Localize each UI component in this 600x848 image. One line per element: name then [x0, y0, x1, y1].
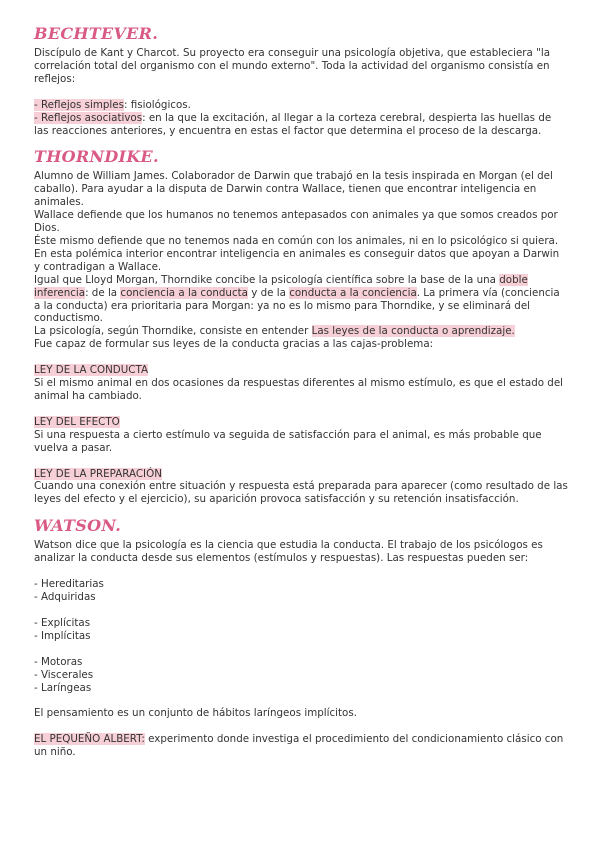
watson-albert: [34, 733, 568, 759]
law-conducta-title: [34, 364, 568, 377]
page-content: [34, 24, 568, 759]
spacer: [34, 137, 568, 147]
bechterev-reflex-simple: [34, 99, 568, 112]
reflex-assoc-label: - Reflejos asociativos: [34, 111, 143, 124]
watson-thought: El pensamiento es un conjunto de hábitos laríngeos implícitos.: [34, 707, 357, 720]
law-preparacion-text: Cuando una conexión entre situación y respuesta está preparada para aparecer (como resultado de las leyes del efecto y el ejercicio), su aparición provoca satisfacción y su retención insatisfacción.: [34, 480, 568, 506]
highlight-leyes-conducta: Las leyes de la conducta o aprendizaje.: [311, 325, 515, 338]
section-title-thorndike: THORNDIKE.: [34, 147, 159, 167]
list-item: - Laríngeas: [34, 681, 92, 694]
law-conducta-label: LEY DE LA CONDUCTA: [34, 364, 148, 377]
spacer: [34, 604, 568, 617]
thorndike-p7: Fue capaz de formular sus leyes de la conducta gracias a las cajas-problema:: [34, 338, 434, 351]
reflex-assoc-text: : en la que la excitación, al llegar a la corteza cerebral, despierta las huellas de las reacciones anteriores, y encuentra en estas el factor que determina el proceso de la descarga.: [34, 111, 552, 137]
thorndike-p6: [34, 325, 568, 338]
law-preparacion-label: LEY DE LA PREPARACIÓN: [34, 467, 162, 480]
section-title-watson: WATSON.: [34, 516, 122, 536]
spacer: [34, 351, 568, 364]
spacer: [34, 643, 568, 656]
albert-label: EL PEQUEÑO ALBERT:: [34, 733, 145, 746]
bechterev-intro: Discípulo de Kant y Charcot. Su proyecto era conseguir una psicología objetiva, que estableciera "la correlación total del organismo con el mundo externo". Toda la actividad del organismo consistía en reflejos:: [34, 47, 551, 85]
thorndike-p1: Alumno de William James. Colaborador de Darwin que trabajó en la tesis inspirada en Morgan (el del caballo). Para ayudar a la disputa de Darwin contra Wallace, tienen que encontrar inteligencia en animales.: [34, 170, 553, 209]
list-item: - Implícitas: [34, 629, 91, 642]
law-conducta-text: Si el mismo animal en dos ocasiones da respuestas diferentes al mismo estímulo, es que el estado del animal ha cambiado.: [34, 377, 564, 402]
p5-text-d: . La primera vía (conciencia a la conducta) era prioritaria para Morgan: ya no es lo mismo para Thorndike, y se eliminará del conductismo.: [34, 286, 560, 325]
reflex-simple-label: - Reflejos simples: [34, 98, 124, 111]
spacer: [34, 403, 568, 416]
thorndike-p3: Éste mismo defiende que no tenemos nada en común con los animales, ni en lo psicológico si quiera.: [34, 234, 559, 247]
law-preparacion-title: [34, 468, 568, 481]
spacer: [34, 86, 568, 99]
law-efecto-text: Si una respuesta a cierto estímulo va seguida de satisfacción para el animal, es más probable que vuelva a pasar.: [34, 428, 542, 454]
watson-intro: Watson dice que la psicología es la ciencia que estudia la conducta. El trabajo de los psicólogos es analizar la conducta desde sus elementos (estímulos y respuestas). Las respuestas pueden ser:: [34, 539, 543, 565]
list-item: - Explícitas: [34, 616, 91, 629]
law-efecto-title: [34, 416, 568, 429]
p5-text-b: : de la: [85, 286, 121, 299]
bechterev-reflex-assoc: [34, 112, 568, 138]
section-title-bechterev: BECHTEVER.: [34, 24, 159, 43]
highlight-conciencia-conducta: conciencia a la conducta: [120, 286, 248, 299]
p5-text-c: y de la: [247, 286, 290, 299]
reflex-simple-text: : fisiológicos.: [124, 98, 191, 111]
thorndike-p2: Wallace defiende que los humanos no tenemos antepasados con animales ya que somos creados por Dios.: [34, 209, 558, 235]
p6-text-a: La psicología, según Thorndike, consiste en entender: [34, 325, 312, 338]
thorndike-p4: En esta polémica interior encontrar inteligencia en animales es conseguir datos que apoyan a Darwin y contradigan a Wallace.: [34, 247, 560, 273]
spacer: [34, 506, 568, 516]
highlight-conducta-conciencia: conducta a la conciencia: [289, 286, 417, 299]
list-item: - Adquiridas: [34, 591, 96, 603]
p5-text-a: Igual que Lloyd Morgan, Thorndike concibe la psicología científica sobre la base de la una: [34, 273, 500, 286]
list-item: - Viscerales: [34, 668, 94, 681]
list-item: - Motoras: [34, 655, 83, 668]
spacer: [34, 565, 568, 578]
list-item: - Hereditarias: [34, 578, 104, 591]
highlight-doble-inferencia: doble inferencia: [34, 273, 528, 299]
albert-text: experimento donde investiga el procedimiento del condicionamiento clásico con un niño.: [34, 733, 564, 759]
spacer: [34, 694, 568, 707]
spacer: [34, 720, 568, 733]
thorndike-p5: [34, 274, 568, 326]
spacer: [34, 455, 568, 468]
law-efecto-label: LEY DEL EFECTO: [34, 415, 120, 428]
